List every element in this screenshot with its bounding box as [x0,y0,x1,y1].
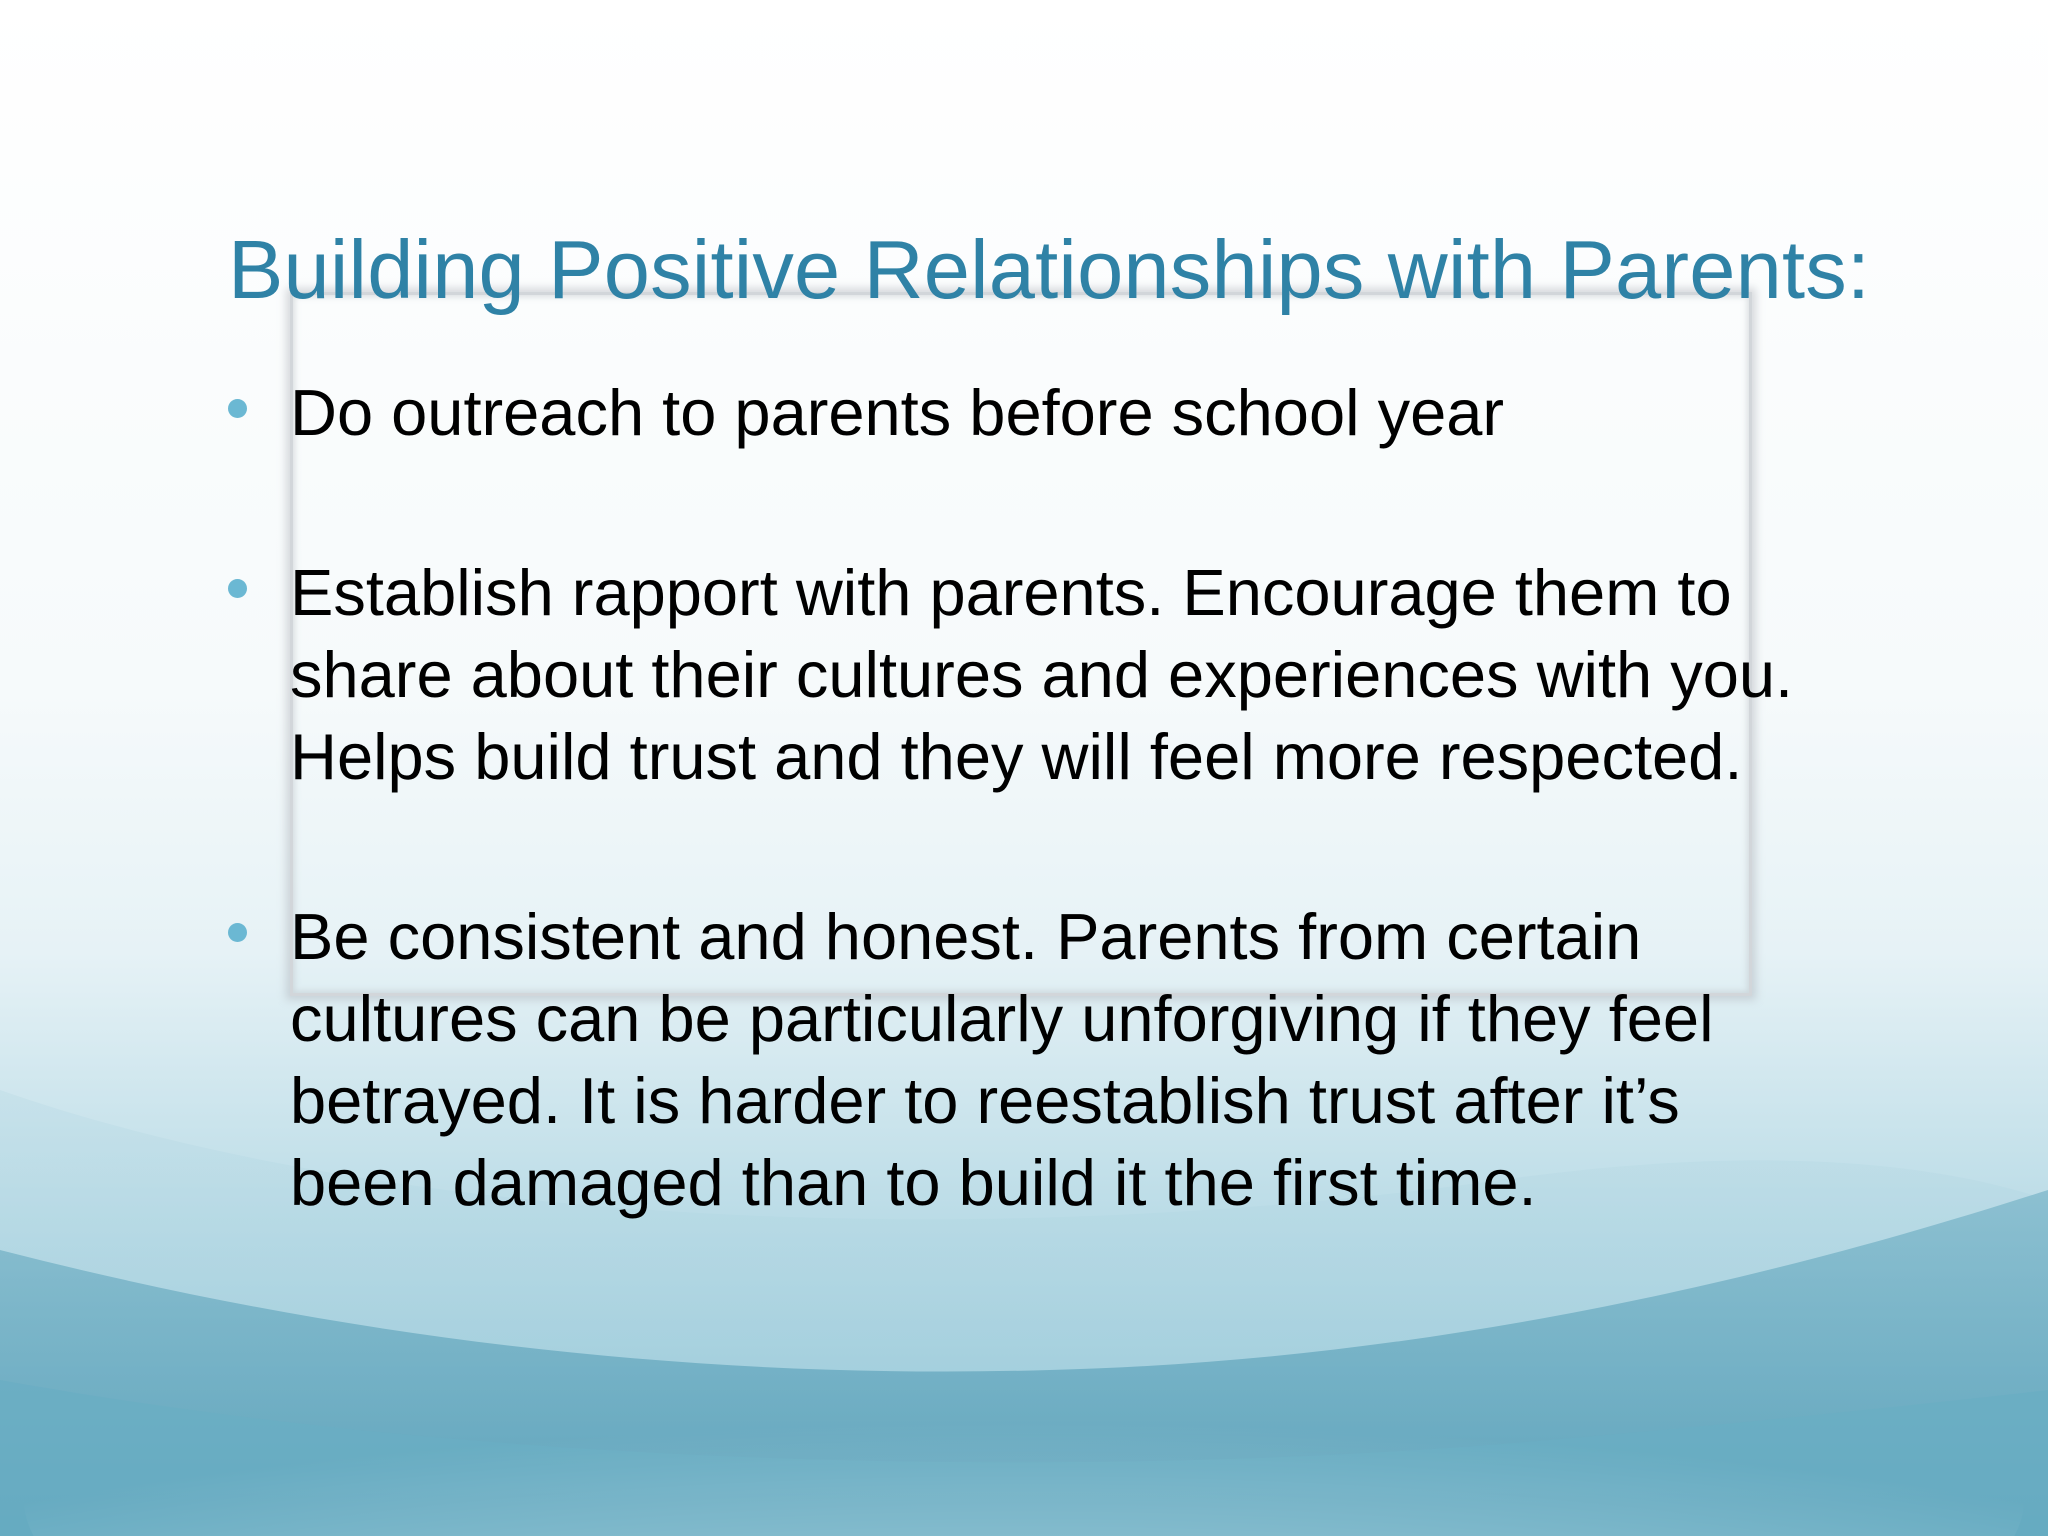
slide-title: Building Positive Relationships with Parents: [228,223,1871,316]
bullet-item [228,372,1828,454]
bullet-marker-icon [228,579,247,598]
bullet-text: Do outreach to parents before school year [290,376,1505,449]
bullet-item [228,896,1828,1224]
bullet-marker-icon [228,923,247,942]
bullet-text: Be consistent and honest. Parents from certain cultures can be particularly unforgiving if they feel betrayed. It is harder to reestablish trust after it’s been damaged than to build it the first time. [290,900,1714,1219]
bullet-list [228,372,1828,1224]
bullet-marker-icon [228,399,247,418]
bullet-text: Establish rapport with parents. Encourage them to share about their cultures and experiences with you. Helps build trust and they will feel more respected. [290,556,1794,793]
bullet-item [228,552,1828,798]
